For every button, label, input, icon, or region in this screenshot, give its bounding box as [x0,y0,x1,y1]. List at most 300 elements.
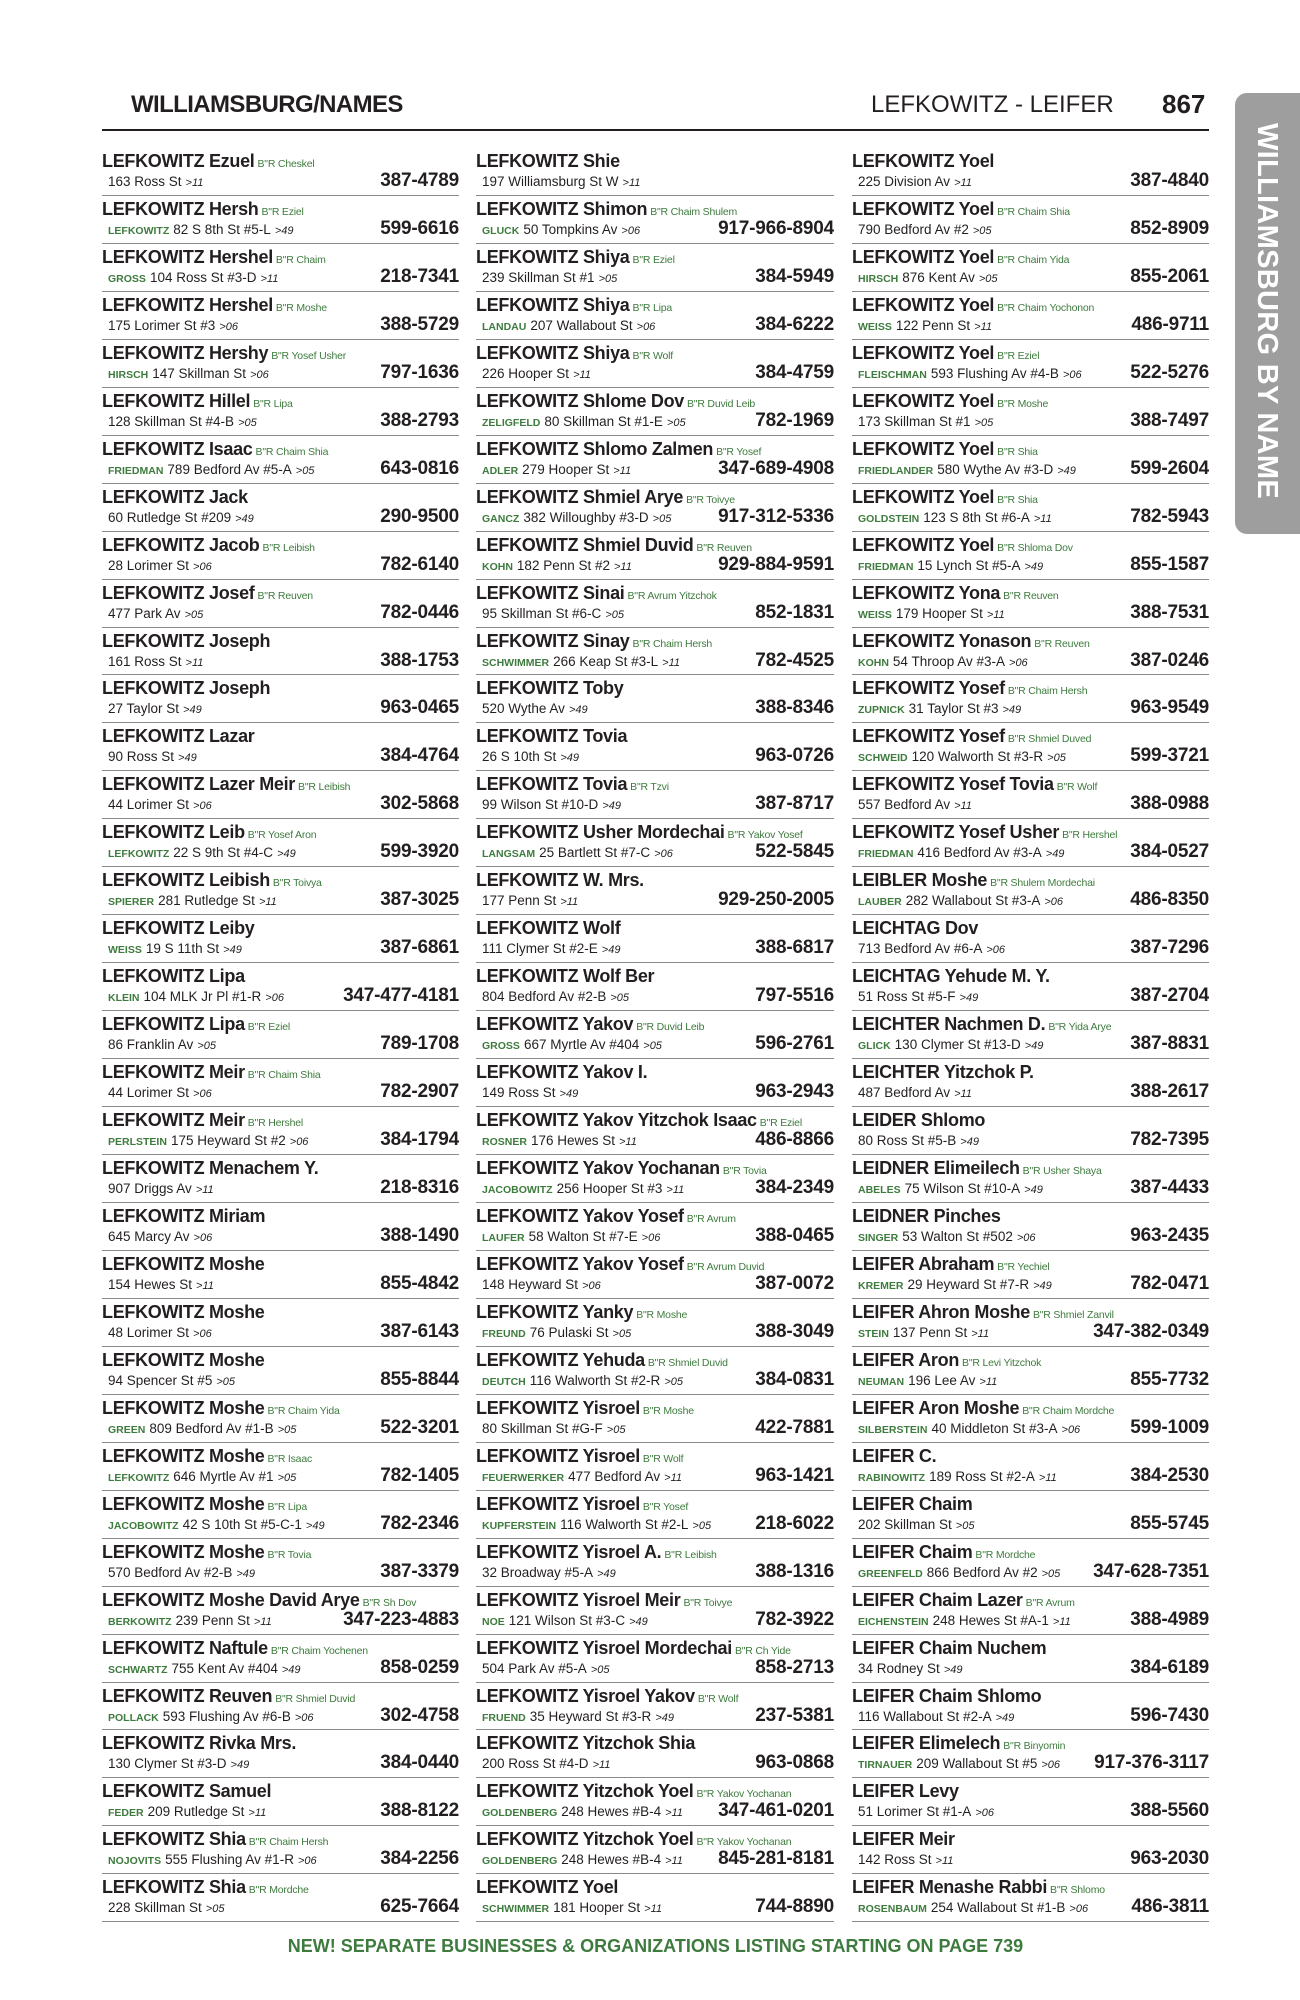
listing-address-line [858,1084,972,1103]
listing-name: LEFKOWITZ Hershel [102,294,273,315]
listing-name-line [476,295,672,319]
listing-phone: 384-5949 [755,265,834,287]
listing-name-line [476,1542,717,1566]
listing-name-line [476,1638,791,1662]
listing-address-line [858,1420,1080,1439]
listing-name: LEFKOWITZ Yosef [852,726,1005,747]
listing-address-line [858,1516,974,1535]
listing-name: LEFKOWITZ Yisroel [476,1445,640,1466]
listing-name: LEFKOWITZ Jack [102,486,248,507]
listing-phone: 855-8844 [380,1368,459,1390]
listing-address: 809 Bedford Av #1-B [149,1420,274,1436]
listing-name-line [476,151,620,172]
listing-address: 137 Penn St [892,1324,968,1340]
listing-zone: >49 [223,944,242,957]
listing-phone: 384-0527 [1130,841,1209,863]
listing-zone: >11 [1052,1615,1071,1628]
listing-name: LEFKOWITZ Shlomo Zalmen [476,438,714,459]
listing-address: 176 Hewes St [530,1133,615,1149]
listing-address-line [858,844,1064,863]
listing-address-line [858,1899,1088,1918]
listing-name-line [852,1062,1034,1083]
listing-name: LEFKOWITZ Lazar [102,726,255,747]
listing-family-name: GREENFELD [858,1567,923,1580]
listing-address: 120 Walworth St #3-R [911,749,1044,765]
listing-name: LEIFER Chaim [852,1541,973,1562]
listing-zone: >06 [641,1231,661,1244]
listing-name-line [102,966,245,987]
listing-address: 40 Middleton St #3-A [931,1420,1058,1436]
listing-name: LEFKOWITZ Yoel [852,294,995,315]
listing-name-line [852,439,1038,463]
listing-family-name: ABELES [858,1184,901,1197]
listing-entry [102,244,459,292]
listing-zone: >11 [666,1184,685,1197]
listing-entry [476,1826,834,1874]
listing-name: LEFKOWITZ Yoel [852,534,995,555]
listing-phone: 855-1587 [1130,553,1209,575]
listing-parent-name: B"R Avrum Yitzchok [627,589,717,602]
listing-name: LEFKOWITZ Isaac [102,438,253,459]
listing-name-line [852,1302,1114,1326]
listing-name-line [102,1110,303,1134]
listing-address: 25 Bartlett St #7-C [539,845,651,861]
listing-phone: 388-3049 [755,1320,834,1342]
listing-name: LEIFER Meir [852,1829,955,1850]
listing-address-line [482,748,579,767]
listing-zone: >05 [277,1471,297,1484]
listing-phone: 522-3201 [380,1416,459,1438]
listing-name-line [102,247,326,271]
listing-address: 31 Taylor St #3 [908,701,999,717]
listing-name-line [852,1110,985,1131]
listing-phone: 852-1831 [755,601,834,623]
listing-name-line [102,1206,265,1227]
listing-name: LEFKOWITZ Yisroel A. [476,1541,662,1562]
listing-entry [852,1395,1209,1443]
listing-address: 645 Marcy Av [108,1228,190,1244]
listing-address-line [482,1468,682,1487]
listing-phone: 388-1316 [755,1560,834,1582]
listing-entry [102,915,459,963]
listing-name: LEICHTAG Dov [852,918,979,939]
listing-name-line [102,1302,264,1323]
listing-zone: >05 [1047,752,1066,765]
listing-address-line [482,557,632,576]
listing-zone: >05 [692,1519,712,1532]
listing-address-line [108,1132,308,1151]
listing-name: LEFKOWITZ Yonason [852,630,1032,651]
listing-address: 95 Skillman St #6-C [482,605,602,621]
listing-address: 416 Bedford Av #3-A [917,845,1042,861]
listing-parent-name: B"R Chaim [275,253,326,266]
listing-zone: >49 [235,512,254,525]
listing-address-line [108,1803,266,1822]
listing-name: LEFKOWITZ Miriam [102,1205,266,1226]
listing-name-line [852,1494,972,1515]
listing-phone: 388-8346 [755,697,834,719]
listing-name-line [102,439,328,463]
listing-zone: >06 [265,992,284,1005]
listing-address-line [108,1660,301,1679]
listing-address-line [108,221,294,240]
listing-address-line [482,940,620,959]
listing-address-line [108,269,278,288]
listing-name-line [476,1398,694,1422]
listing-entry [852,484,1209,532]
listing-name-line [852,1206,1001,1227]
listing-zone: >49 [274,224,294,237]
listing-entry [852,1587,1209,1635]
listing-name-line [476,1733,695,1754]
listing-name: LEFKOWITZ Yitzchok Yoel [476,1829,694,1850]
listing-address-line [108,1276,214,1295]
listing-phone: 384-6222 [755,313,834,335]
listing-name: LEFKOWITZ Yoel [852,390,995,411]
listing-name: LEFKOWITZ Hershy [102,342,269,363]
listing-family-name: NOJOVITS [108,1855,162,1868]
listing-phone: 388-2793 [380,409,459,431]
listing-entry [102,388,459,436]
listing-address: 51 Lorimer St #1-A [858,1804,972,1820]
listing-phone: 855-7732 [1130,1368,1209,1390]
listing-name-line [476,1062,647,1083]
listing-name: LEFKOWITZ Leiby [102,918,255,939]
listing-address-line [108,1084,212,1103]
listing-name: LEFKOWITZ Tovia [476,726,628,747]
listing-name-line [852,1829,955,1850]
listing-name-line [852,199,1070,223]
listing-zone: >11 [196,1279,214,1292]
listing-parent-name: B"R Chaim Hersh [632,637,713,650]
listing-name: LEFKOWITZ Wolf [476,918,621,939]
listing-family-name: GOLDENBERG [482,1855,558,1868]
listing-address: 197 Williamsburg St W [482,174,619,189]
listing-phone: 388-8122 [380,1800,459,1822]
listing-name-line [852,583,1059,607]
listing-phone: 387-4840 [1130,170,1209,191]
listing-entry [476,628,834,676]
listing-family-name: LEFKOWITZ [108,224,170,237]
listing-entry [852,771,1209,819]
listing-family-name: KLEIN [108,992,140,1005]
listing-zone: >49 [1024,1184,1043,1197]
listing-address-line [108,700,202,719]
listing-address-line [482,1324,631,1343]
listing-name-line [476,1014,704,1038]
listing-address: 593 Flushing Av #6-B [162,1708,291,1724]
listing-address: 80 Ross St #5-B [858,1133,957,1149]
listing-zone: >11 [195,1184,214,1197]
listing-address: 76 Pulaski St [529,1324,609,1340]
listing-address: 196 Lee Av [908,1372,976,1388]
listing-phone: 963-0868 [755,1752,834,1774]
listing-name-line [476,1494,688,1518]
listing-address-line [858,461,1076,480]
listing-address: 149 Ross St [482,1085,556,1101]
listing-address: 163 Ross St [108,174,182,189]
listing-address-line [858,1564,1060,1583]
listing-entry [852,867,1209,915]
listing-parent-name: B"R Shmiel Duvid [275,1692,356,1705]
listing-address: 116 Walworth St #2-R [529,1372,661,1388]
listing-family-name: FEUERWERKER [482,1471,565,1484]
listing-name-line [476,1686,738,1710]
listing-family-name: LEFKOWITZ [108,848,170,861]
listing-entry [852,1203,1209,1251]
listing-parent-name: B"R Chaim Mordche [1022,1404,1115,1417]
listing-zone: >49 [305,1519,325,1532]
listing-address: 44 Lorimer St [108,797,190,813]
listing-address: 48 Lorimer St [108,1324,190,1340]
listing-name: LEFKOWITZ Ezuel [102,151,255,171]
listing-zone: >49 [1024,1040,1044,1053]
listing-entry [476,1203,834,1251]
listing-entry [852,1443,1209,1491]
listing-zone: >11 [954,177,972,189]
listing-entry [102,1587,459,1635]
listing-address-line [858,1324,989,1343]
listing-address: 104 MLK Jr Pl #1-R [143,989,262,1005]
listing-address: 593 Flushing Av #4-B [930,365,1059,381]
listing-name: LEFKOWITZ Yakov [476,1014,634,1035]
listing-family-name: SCHWARTZ [108,1663,168,1676]
listing-entry [476,1059,834,1107]
listing-phone: 388-1753 [380,649,459,671]
listing-phone: 387-7296 [1130,937,1209,959]
listing-address: 19 S 11th St [145,941,220,957]
listing-parent-name: B"R Yakov Yochanan [696,1836,792,1849]
listing-entry [102,628,459,676]
listing-address-line [482,317,655,336]
listing-parent-name: B"R Yida Arye [1048,1021,1112,1034]
listing-address: 207 Wallabout St [530,317,633,333]
listing-zone: >06 [636,320,656,333]
listing-address-line [482,1132,637,1151]
listing-name-line [852,774,1097,798]
listing-entry [476,1251,834,1299]
listing-phone: 782-3922 [755,1608,834,1630]
listing-address: 173 Skillman St #1 [858,413,971,429]
listing-phone: 486-9711 [1131,313,1209,335]
listing-address-line [108,557,212,576]
listing-address: 42 S 10th St #5-C-1 [182,1516,302,1532]
listing-name: LEFKOWITZ Yoel [852,198,995,219]
listing-name: LEFKOWITZ Yitzchok Shia [476,1733,696,1754]
listing-name: LEIFER Abraham [852,1253,995,1274]
listing-zone: >49 [281,1663,301,1676]
listing-name: LEFKOWITZ Yisroel [476,1493,640,1514]
listing-name-line [852,1350,1041,1374]
listing-name-line [476,1446,683,1470]
page-range-title: LEFKOWITZ - LEIFER [871,91,1114,118]
listing-entry [102,1826,459,1874]
listing-name: LEFKOWITZ Yitzchok Yoel [476,1781,694,1802]
listing-phone: 963-2943 [755,1081,834,1103]
listing-phone: 852-8909 [1130,217,1209,239]
listing-parent-name: B"R Toivye [686,493,735,506]
listing-phone: 797-5516 [755,985,834,1007]
listing-name-line [476,247,675,271]
listing-entry [476,484,834,532]
listing-name: LEFKOWITZ Leibish [102,870,270,891]
listing-phone: 782-6140 [380,553,459,575]
listing-name-line [102,199,304,223]
listing-zone: >11 [260,272,279,285]
listing-name-line [102,1542,311,1566]
listing-zone: >11 [665,1855,683,1868]
listing-entry [476,1491,834,1539]
listing-entry [102,436,459,484]
listing-address: 755 Kent Av #404 [171,1660,278,1676]
listing-phone: 387-4433 [1130,1177,1209,1199]
listing-phone: 782-1969 [755,409,834,431]
listing-address-line [482,844,673,863]
listing-address-line [108,1708,314,1727]
listing-address: 128 Skillman St #4-B [108,413,235,429]
listing-name: LEIFER C. [852,1445,937,1466]
listing-name-line [476,1877,618,1898]
listing-name: LEFKOWITZ Yoel [852,151,995,171]
listing-zone: >05 [612,1327,632,1340]
listing-name: LEFKOWITZ Meir [102,1062,245,1083]
listing-phone: 384-4759 [755,361,834,383]
listing-entry [476,580,834,628]
listing-entry [476,1107,834,1155]
listing-address-line [108,1228,212,1247]
listing-address-line [858,940,1005,959]
listing-address-line [482,1612,648,1631]
listing-address-line [858,509,1052,528]
listing-entry [476,1299,834,1347]
listing-phone: 388-4989 [1130,1608,1209,1630]
listing-family-name: GANCZ [482,512,520,525]
listing-entry [852,1730,1209,1778]
listing-phone: 347-461-0201 [718,1800,834,1822]
listing-family-name: SCHWIMMER [482,1903,550,1916]
listing-entry [852,675,1209,723]
listing-address-line [482,1036,662,1055]
listing-address-line [858,605,1005,624]
listing-name-line [102,870,322,894]
listing-name: LEFKOWITZ Yoel [852,342,995,363]
listing-address: 15 Lynch St #5-A [917,557,1021,573]
listing-address: 248 Hewes #B-4 [561,1804,662,1820]
listing-family-name: GREEN [108,1423,146,1436]
listing-entry [476,1155,834,1203]
listing-address: 154 Hewes St [108,1276,193,1292]
listing-entry [102,1874,459,1922]
listing-name: LEFKOWITZ Rivka Mrs. [102,1733,297,1754]
listing-parent-name: B"R Mordche [248,1884,309,1897]
listing-name-line [476,822,803,846]
listing-entry [476,196,834,244]
listing-name-line [102,1158,318,1179]
listing-parent-name: B"R Tovia [722,1165,767,1178]
listing-phone: 858-2713 [755,1656,834,1678]
listing-name-line [102,1062,321,1086]
listing-zone: >49 [943,1663,963,1676]
listing-address: 226 Hooper St [482,365,570,381]
listing-zone: >05 [184,608,204,621]
listing-phone: 599-3920 [380,841,459,863]
listing-entry [476,867,834,915]
listing-address: 477 Bedford Av [568,1468,661,1484]
listing-phone: 290-9500 [380,505,459,527]
listing-entry [852,1059,1209,1107]
listing-name-line [852,1781,959,1802]
listing-entry [852,244,1209,292]
listing-phone: 422-7881 [755,1416,834,1438]
listing-address: 225 Division Av [858,174,951,189]
listing-address-line [108,1180,214,1199]
listing-phone: 596-2761 [755,1033,834,1055]
listing-name: LEFKOWITZ Yehuda [476,1349,645,1370]
listing-address: 121 Wilson St #3-C [508,1612,626,1628]
listing-address: 175 Lorimer St #3 [108,317,216,333]
listing-phone: 387-0246 [1130,649,1209,671]
listing-entry [102,1059,459,1107]
listing-entry [102,196,459,244]
listing-name-line [102,583,313,607]
listing-zone: >49 [559,1088,579,1101]
listing-name: LEFKOWITZ Shimon [476,198,648,219]
listing-address-line [858,413,993,432]
listing-address-line [108,653,203,672]
listing-phone: 599-3721 [1130,745,1209,767]
listing-address-line [858,1612,1071,1631]
listing-parent-name: B"R Chaim Yida [997,253,1070,266]
listing-family-name: RABINOWITZ [858,1471,926,1484]
listing-entry [102,1730,459,1778]
listing-name: LEFKOWITZ Lazer Meir [102,774,296,795]
listing-address-line [858,1660,962,1679]
listing-family-name: LAUBER [858,896,902,909]
listing-entry [476,1635,834,1683]
listing-family-name: LANGSAM [482,848,536,861]
listing-address: 123 S 8th St #6-A [923,509,1030,525]
footer-notice: NEW! SEPARATE BUSINESSES & ORGANIZATIONS LISTING STARTING ON PAGE 739 [287,1936,1024,1956]
listing-entry [476,723,834,771]
header-rule [102,129,1209,131]
listing-phone: 917-376-3117 [1094,1752,1209,1774]
listing-name-line [476,918,620,939]
listing-name: LEIDNER Pinches [852,1205,1001,1226]
listing-phone: 599-6616 [380,217,459,239]
listing-zone: >05 [643,1040,662,1053]
listing-name: LEFKOWITZ Samuel [102,1781,272,1802]
listing-phone: 302-4758 [380,1704,459,1726]
listing-name: LEICHTER Yitzchok P. [852,1062,1034,1083]
listing-name: LEFKOWITZ Yona [852,582,1001,603]
listing-zone: >06 [986,944,1006,957]
listing-phone: 486-8866 [755,1129,834,1151]
listing-entry [476,915,834,963]
listing-zone: >06 [297,1855,317,1868]
listing-address: 281 Rutledge St [158,893,255,909]
listing-zone: >11 [592,1759,611,1772]
listing-name: LEICHTER Nachmen D. [852,1014,1046,1035]
listing-parent-name: B"R Sh Dov [362,1596,417,1609]
listing-name-line [102,295,327,319]
listing-parent-name: B"R Chaim Hersh [248,1836,329,1849]
listing-address: 248 Hewes St #A-1 [932,1612,1049,1628]
listing-entry [852,1683,1209,1731]
listing-address: 34 Rodney St [858,1660,940,1676]
listing-name-line [852,487,1038,511]
listing-family-name: LAUFER [482,1231,525,1244]
listing-name-line [102,535,315,559]
